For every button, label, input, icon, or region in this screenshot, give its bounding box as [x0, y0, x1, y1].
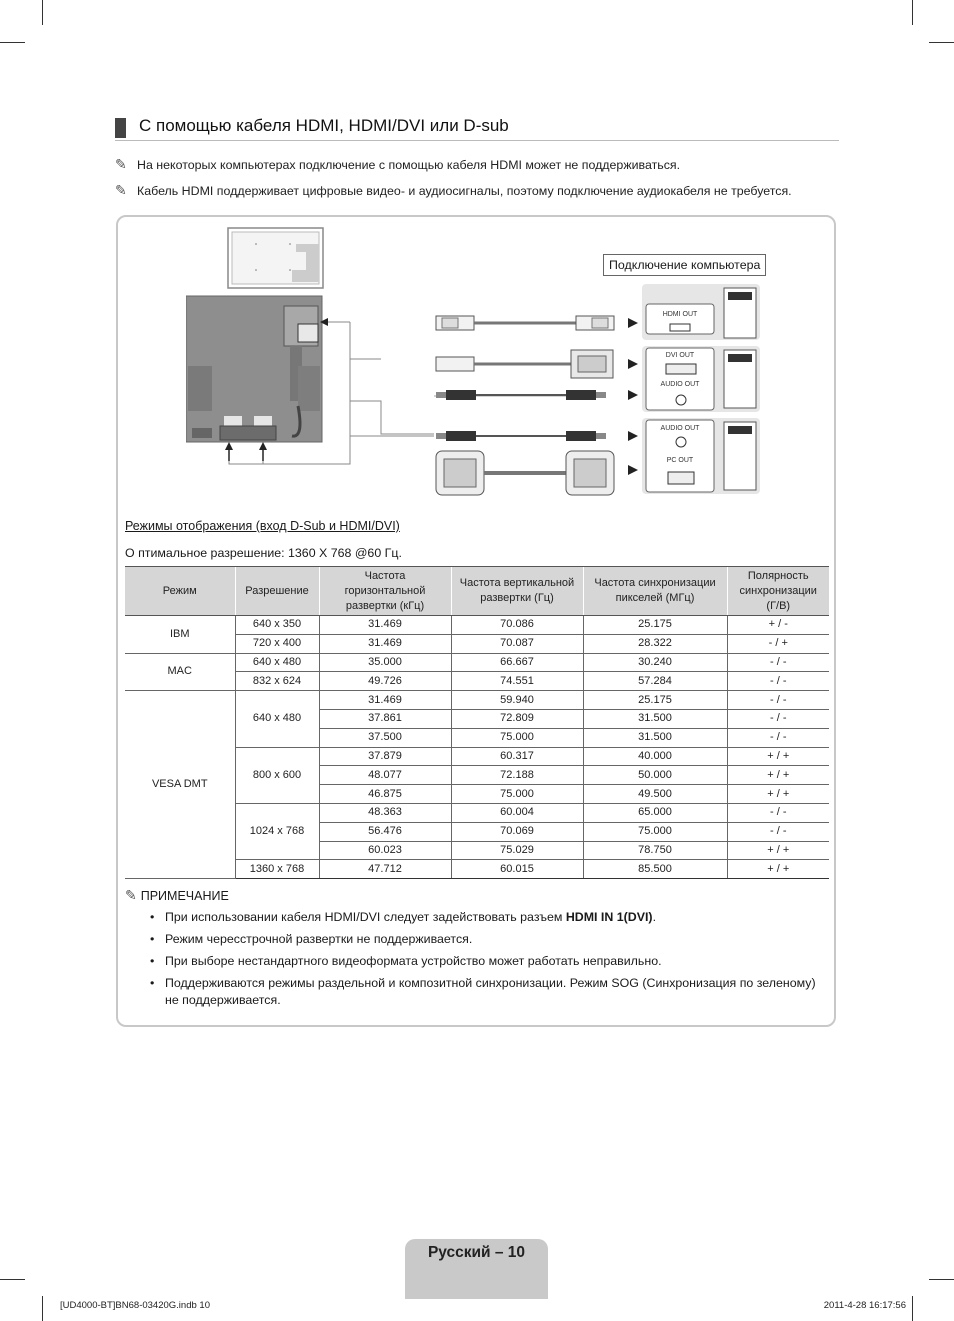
table-cell: 40.000 [583, 747, 727, 766]
table-cell: 31.500 [583, 728, 727, 747]
table-cell: 72.809 [451, 709, 583, 728]
note-line [115, 182, 792, 199]
table-cell: 57.284 [583, 672, 727, 691]
table-cell: 28.322 [583, 634, 727, 653]
table-cell: 31.469 [319, 616, 451, 635]
table-cell: - / - [727, 728, 829, 747]
table-cell: 60.015 [451, 860, 583, 879]
table-cell: 70.086 [451, 616, 583, 635]
footer-timestamp: 2011-4-28 16:17:56 [823, 1300, 906, 1311]
col-header-resolution: Разрешение [235, 567, 319, 616]
table-cell: - / - [727, 822, 829, 841]
notes-list [146, 909, 816, 1014]
table-cell: 75.000 [451, 785, 583, 804]
table-cell: + / + [727, 747, 829, 766]
table-cell: - / - [727, 709, 829, 728]
table-cell: 49.500 [583, 785, 727, 804]
note-text: На некоторых компьютерах подключение с помощью кабеля HDMI может не поддерживаться. [137, 158, 681, 172]
resolution-cell: 640 x 480 [235, 691, 319, 747]
list-item: • Поддерживаются режимы раздельной и композитной синхронизации. Режим SOG (Синхронизация по зеленому) не поддерживается. [146, 975, 816, 1009]
col-header-mode: Режим [125, 567, 235, 616]
table-cell: 30.240 [583, 653, 727, 672]
pc-hdmi-panel [642, 284, 760, 340]
hdmi-cable [436, 316, 638, 330]
table-cell: 66.667 [451, 653, 583, 672]
mode-group-cell: IBM [125, 616, 235, 654]
table-header-row [125, 567, 829, 616]
table-cell: 75.029 [451, 841, 583, 860]
note-heading [125, 887, 229, 904]
table-cell: 31.469 [319, 691, 451, 710]
table-cell: - / - [727, 672, 829, 691]
pc-out-label: PC OUT [666, 457, 694, 464]
table-cell: 49.726 [319, 672, 451, 691]
table-cell: 70.087 [451, 634, 583, 653]
table-row [125, 653, 829, 672]
table-cell: - / - [727, 653, 829, 672]
crop-mark [929, 42, 954, 43]
dvi-out-label: DVI OUT [665, 352, 695, 359]
note-heading-text: ПРИМЕЧАНИЕ [140, 889, 229, 903]
display-modes-title: Режимы отображения (вход D-Sub и HDMI/DVI) [125, 519, 400, 533]
tv-back-panel [186, 296, 322, 442]
mode-group-cell: VESA DMT [125, 691, 235, 879]
pc-dvi-panel [642, 346, 760, 412]
page-number-tab [405, 1239, 548, 1299]
table-cell: 37.500 [319, 728, 451, 747]
table-cell: 75.000 [451, 728, 583, 747]
table-cell: + / + [727, 841, 829, 860]
hdmi-out-label: HDMI OUT [662, 311, 698, 318]
table-cell: 37.879 [319, 747, 451, 766]
table-cell: 85.500 [583, 860, 727, 879]
section-title: С помощью кабеля HDMI, HDMI/DVI или D-sub [139, 116, 509, 135]
table-cell: 75.000 [583, 822, 727, 841]
table-cell: 56.476 [319, 822, 451, 841]
hdmi-dvi-cable [436, 350, 638, 378]
table-cell: - / - [727, 691, 829, 710]
table-row [125, 616, 829, 635]
resolution-cell: 800 x 600 [235, 747, 319, 803]
table-cell: 78.750 [583, 841, 727, 860]
list-item: • Режим чересстрочной развертки не поддерживается. [146, 931, 816, 948]
note-line [115, 156, 680, 173]
table-cell: + / + [727, 860, 829, 879]
table-cell: 72.188 [451, 766, 583, 785]
resolution-cell: 832 x 624 [235, 672, 319, 691]
col-header-vfreq: Частота вертикальной развертки (Гц) [451, 567, 583, 616]
resolution-cell: 1024 x 768 [235, 803, 319, 859]
table-cell: 37.861 [319, 709, 451, 728]
crop-mark [42, 0, 43, 25]
table-cell: 25.175 [583, 616, 727, 635]
resolution-cell: 1360 x 768 [235, 860, 319, 879]
page-number: Русский – 10 [427, 1244, 526, 1261]
list-item: • При выборе нестандартного видеоформата устройство может работать неправильно. [146, 953, 816, 970]
dsub-cable [436, 451, 638, 495]
table-cell: + / - [727, 616, 829, 635]
audio-out-label: AUDIO OUT [660, 381, 700, 388]
resolution-cell: 640 x 480 [235, 653, 319, 672]
resolution-cell: 720 x 400 [235, 634, 319, 653]
list-item: • При использовании кабеля HDMI/DVI следует задействовать разъем HDMI IN 1(DVI). [146, 909, 816, 926]
table-cell: 31.469 [319, 634, 451, 653]
pc-connection-label: Подключение компьютера [603, 254, 766, 276]
audio-cable [436, 390, 638, 400]
table-cell: + / + [727, 766, 829, 785]
col-header-hfreq: Частота горизонтальной развертки (кГц) [319, 567, 451, 616]
table-row [125, 691, 829, 710]
pencil-icon: ✎ [125, 887, 137, 903]
section-marker [115, 118, 126, 138]
col-header-pixel-clock: Частота синхронизации пикселей (МГц) [583, 567, 727, 616]
pencil-icon: ✎ [115, 156, 127, 172]
footer-file-info: [UD4000-BT]BN68-03420G.indb 10 [60, 1300, 210, 1311]
table-cell: 74.551 [451, 672, 583, 691]
optimal-resolution: О птимальное разрешение: 1360 X 768 @60 Гц. [125, 546, 402, 560]
table-cell: 25.175 [583, 691, 727, 710]
table-cell: 59.940 [451, 691, 583, 710]
crop-mark [929, 1279, 954, 1280]
table-cell: 46.875 [319, 785, 451, 804]
crop-mark [0, 42, 25, 43]
audio-cable [436, 431, 638, 441]
table-cell: 31.500 [583, 709, 727, 728]
crop-mark [42, 1296, 43, 1321]
port-name: HDMI IN 1(DVI) [565, 910, 653, 924]
table-cell: + / + [727, 785, 829, 804]
pencil-icon: ✎ [115, 182, 127, 198]
table-cell: 65.000 [583, 803, 727, 822]
table-cell: 48.077 [319, 766, 451, 785]
table-cell: 60.004 [451, 803, 583, 822]
divider [115, 140, 839, 141]
table-cell: 35.000 [319, 653, 451, 672]
table-cell: 60.317 [451, 747, 583, 766]
mode-group-cell: MAC [125, 653, 235, 691]
table-cell: 50.000 [583, 766, 727, 785]
table-cell: 48.363 [319, 803, 451, 822]
crop-mark [912, 0, 913, 25]
note-text: Кабель HDMI поддерживает цифровые видео- и аудиосигналы, поэтому подключение аудиокабеля не требуется. [137, 184, 792, 198]
col-header-polarity: Полярность синхронизации (Г/В) [727, 567, 829, 616]
table-cell: 47.712 [319, 860, 451, 879]
resolution-cell: 640 x 350 [235, 616, 319, 635]
crop-mark [0, 1279, 25, 1280]
audio-out-label: AUDIO OUT [660, 425, 700, 432]
tv-thumbnail-icon [228, 228, 323, 288]
table-cell: - / - [727, 803, 829, 822]
display-modes-table [125, 566, 829, 879]
crop-mark [912, 1296, 913, 1321]
table-cell: 70.069 [451, 822, 583, 841]
table-cell: 60.023 [319, 841, 451, 860]
table-cell: - / + [727, 634, 829, 653]
